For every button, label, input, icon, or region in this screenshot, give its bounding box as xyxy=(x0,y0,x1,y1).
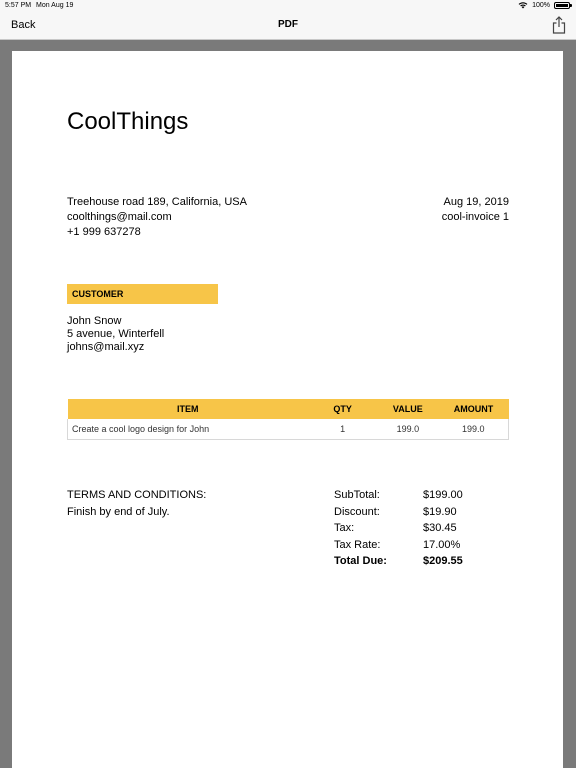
totals-section xyxy=(334,487,463,570)
column-header-value: VALUE xyxy=(377,399,438,419)
discount-row xyxy=(334,504,463,521)
share-icon[interactable] xyxy=(552,16,566,34)
customer-header: CUSTOMER xyxy=(67,284,218,304)
customer-address: 5 avenue, Winterfell xyxy=(67,328,165,340)
table-row xyxy=(68,419,509,440)
tax-rate-label: Tax Rate: xyxy=(334,538,381,551)
address-line: Treehouse road 189, California, USA xyxy=(67,196,247,208)
column-header-item: ITEM xyxy=(68,399,309,419)
terms-title: TERMS AND CONDITIONS: xyxy=(67,489,207,501)
email-line: coolthings@mail.com xyxy=(67,211,172,223)
discount-label: Discount: xyxy=(334,505,380,518)
customer-name: John Snow xyxy=(67,315,122,327)
nav-title: PDF xyxy=(278,19,298,30)
nav-bar xyxy=(0,12,576,40)
wifi-icon xyxy=(518,1,528,9)
cell-value: 199.0 xyxy=(377,419,438,440)
terms-section xyxy=(67,487,206,521)
invoice-meta xyxy=(442,195,509,225)
tax-rate-row xyxy=(334,537,463,554)
tax-row xyxy=(334,520,463,537)
terms-text: Finish by end of July. xyxy=(67,506,170,518)
column-header-qty: QTY xyxy=(308,399,377,419)
status-time: 5:57 PM xyxy=(5,2,32,9)
pdf-page xyxy=(12,51,563,768)
total-due-row xyxy=(334,553,463,570)
cell-item: Create a cool logo design for John xyxy=(68,419,309,440)
company-name: CoolThings xyxy=(67,108,189,135)
subtotal-label: SubTotal: xyxy=(334,489,380,501)
status-date: Mon Aug 19 xyxy=(36,2,74,9)
company-address xyxy=(67,195,247,240)
items-table xyxy=(67,399,509,440)
battery-icon xyxy=(554,2,570,9)
status-bar xyxy=(0,0,576,12)
invoice-date: Aug 19, 2019 xyxy=(443,196,509,208)
discount-value: $19.90 xyxy=(423,505,457,518)
column-header-amount: AMOUNT xyxy=(439,399,509,419)
status-right xyxy=(518,1,570,9)
customer-info xyxy=(67,315,164,354)
back-button[interactable]: Back xyxy=(11,19,36,31)
phone-line: +1 999 637278 xyxy=(67,226,141,238)
table-header-row xyxy=(68,399,509,419)
customer-email: johns@mail.xyz xyxy=(67,341,145,353)
tax-rate-value: 17.00% xyxy=(423,538,461,551)
tax-label: Tax: xyxy=(334,522,355,534)
subtotal-row xyxy=(334,487,463,504)
battery-percent: 100% xyxy=(532,1,550,9)
subtotal-value: $199.00 xyxy=(423,489,463,501)
cell-qty: 1 xyxy=(308,419,377,440)
tax-value: $30.45 xyxy=(423,522,457,534)
total-due-value: $209.55 xyxy=(423,555,463,567)
cell-amount: 199.0 xyxy=(439,419,509,440)
total-due-label: Total Due: xyxy=(334,555,387,567)
invoice-id: cool-invoice 1 xyxy=(441,211,509,223)
